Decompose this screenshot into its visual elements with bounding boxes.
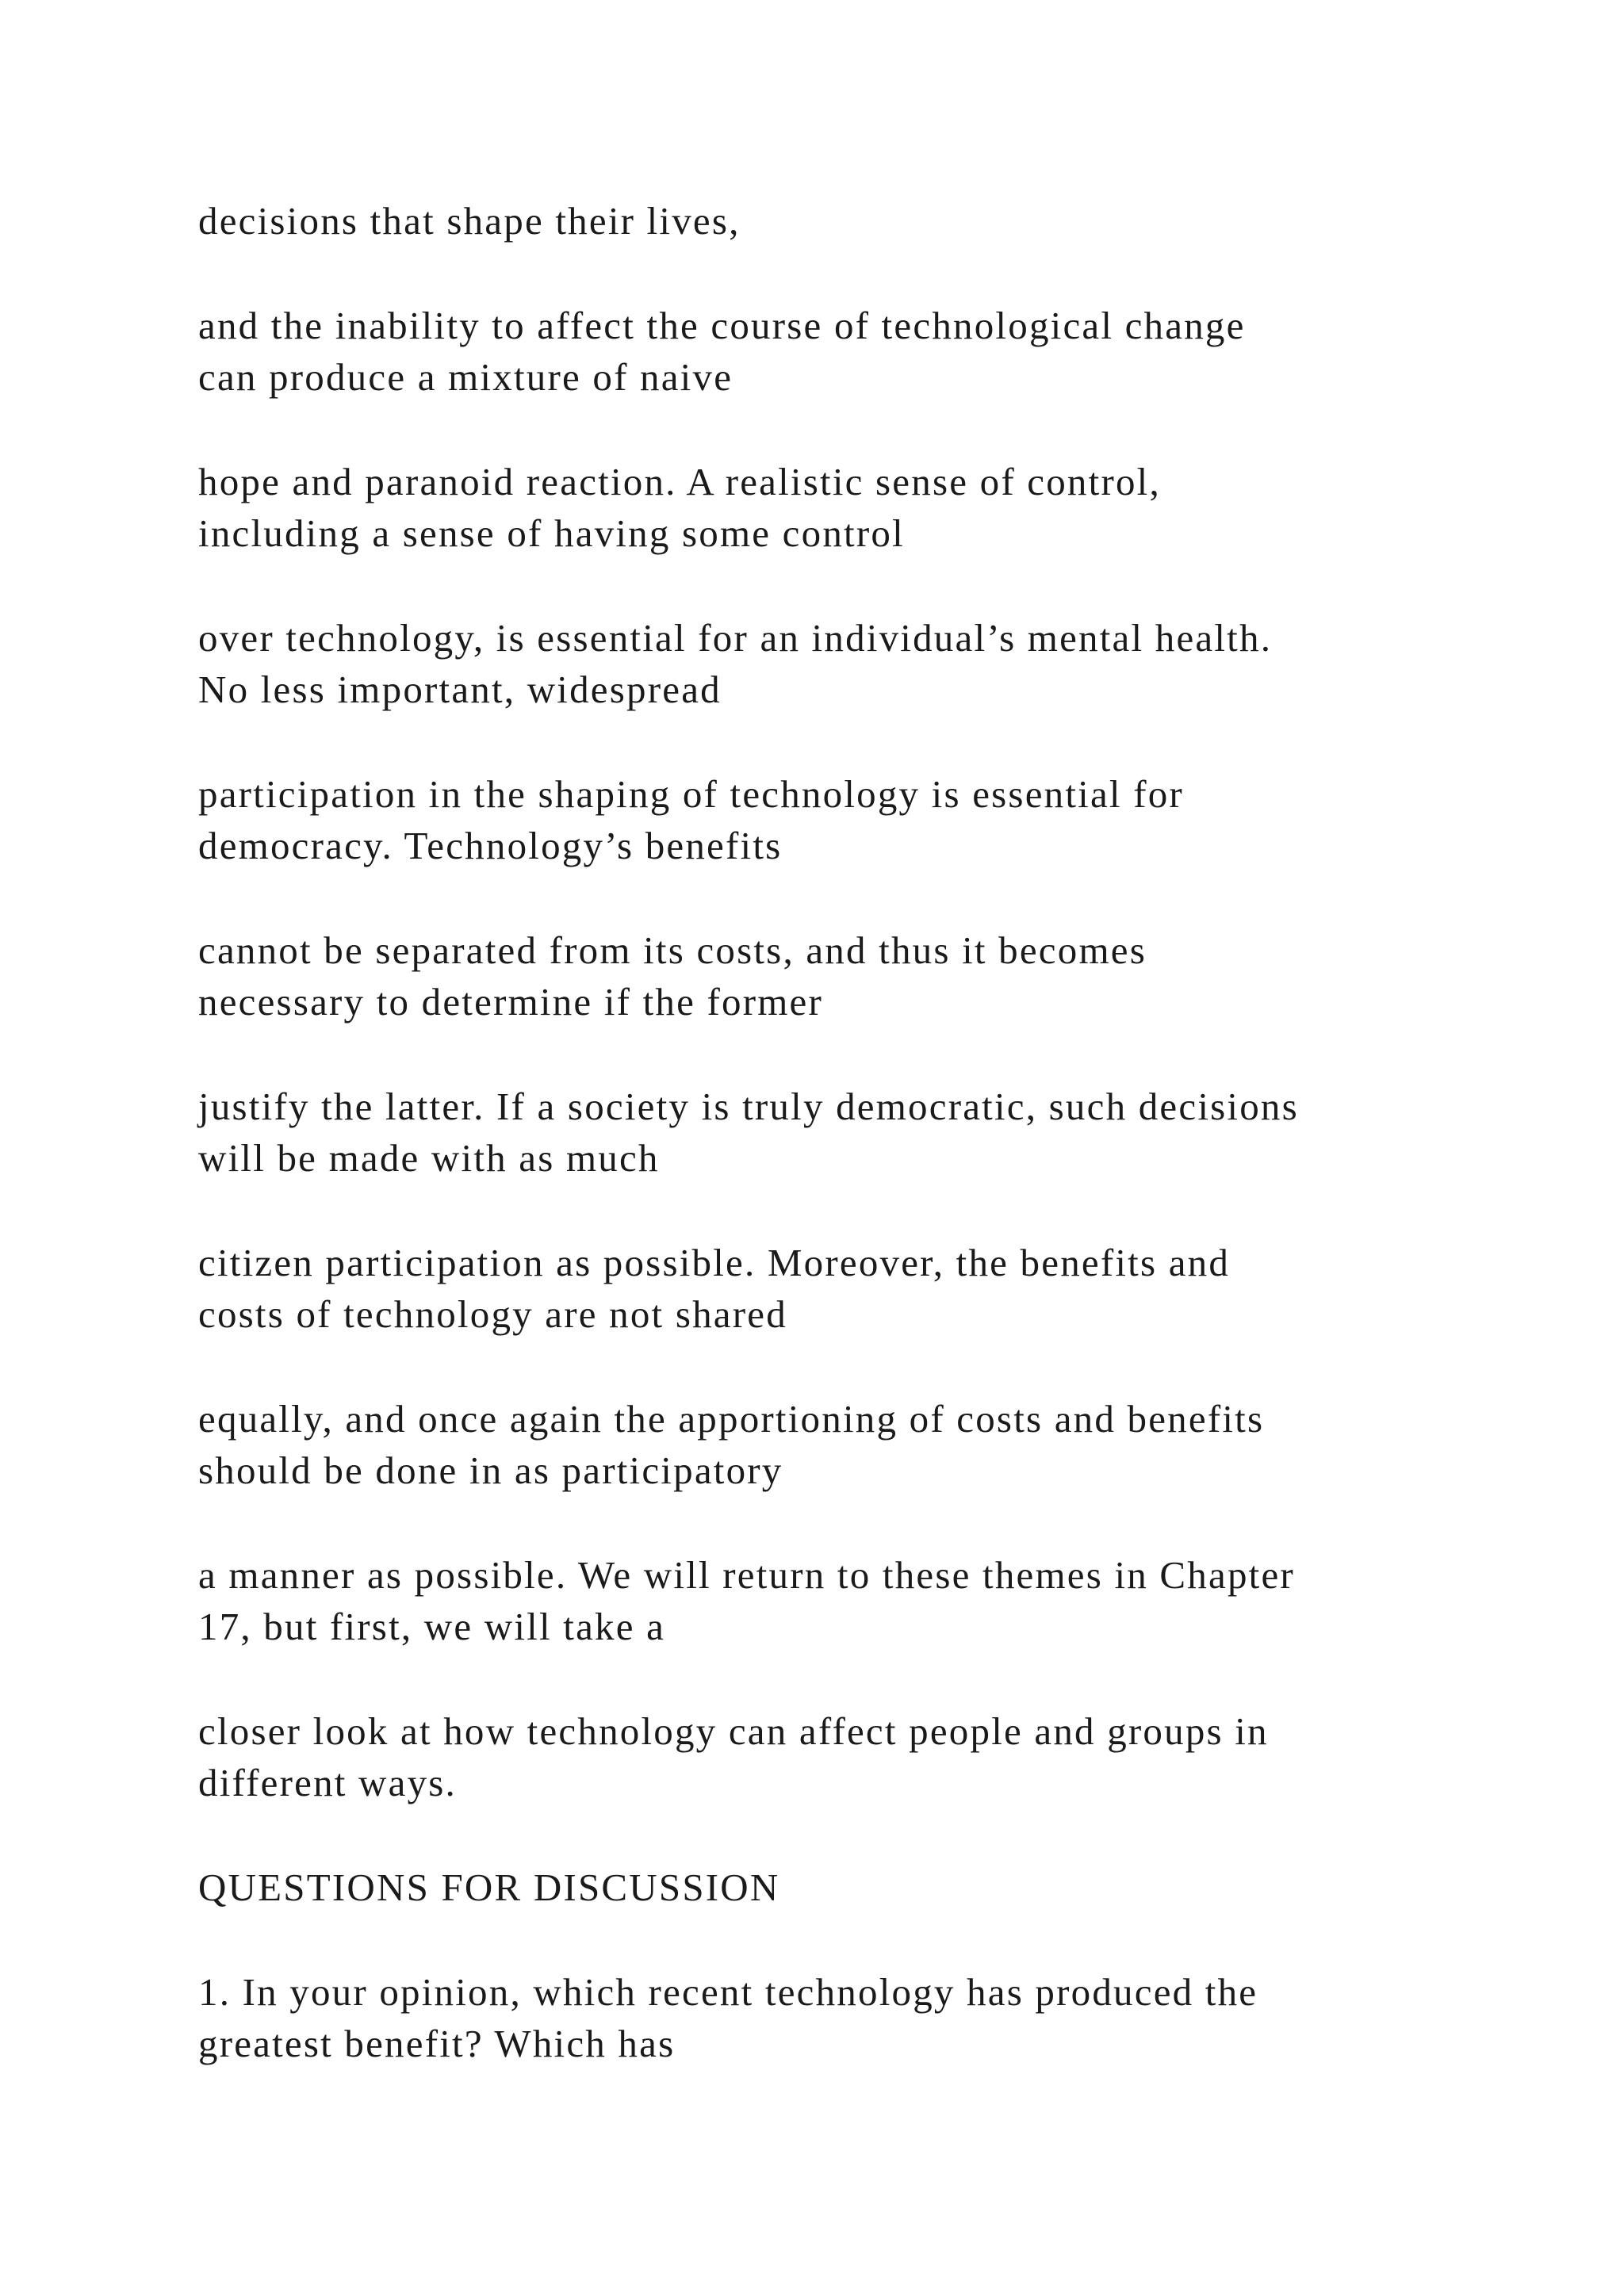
paragraph: [198, 1081, 1483, 1184]
paragraph: [198, 768, 1483, 871]
document-body: [198, 195, 1483, 2122]
paragraph: [198, 300, 1483, 403]
text-line: should be done in as participatory: [198, 1448, 783, 1492]
text-line: including a sense of having some control: [198, 511, 905, 555]
text-line: participation in the shaping of technology is essential for: [198, 772, 1184, 816]
paragraph: [198, 456, 1483, 559]
paragraph: [198, 1393, 1483, 1496]
section-heading: QUESTIONS FOR DISCUSSION: [198, 1866, 780, 1909]
text-line: necessary to determine if the former: [198, 980, 824, 1024]
text-line: cannot be separated from its costs, and thus it becomes: [198, 928, 1147, 972]
text-line: democracy. Technology’s benefits: [198, 824, 783, 867]
paragraph: [198, 1237, 1483, 1340]
text-line: justify the latter. If a society is truly democratic, such decisions: [198, 1085, 1299, 1128]
text-line: citizen participation as possible. Moreover, the benefits and: [198, 1241, 1231, 1284]
text-line: over technology, is essential for an individual’s mental health.: [198, 616, 1273, 660]
text-line: greatest benefit? Which has: [198, 2022, 676, 2065]
text-line: different ways.: [198, 1761, 457, 1804]
question-item: [198, 1966, 1483, 2069]
text-line: No less important, widespread: [198, 668, 722, 711]
text-line: can produce a mixture of naive: [198, 355, 733, 399]
text-line: a manner as possible. We will return to these themes in Chapter: [198, 1553, 1295, 1597]
text-line: costs of technology are not shared: [198, 1292, 787, 1336]
text-line: hope and paranoid reaction. A realistic sense of control,: [198, 460, 1161, 503]
paragraph: [198, 195, 1483, 247]
paragraph: [198, 612, 1483, 715]
paragraph: [198, 1705, 1483, 1808]
text-line: equally, and once again the apportioning of costs and benefits: [198, 1397, 1265, 1441]
text-line: 1. In your opinion, which recent technology has produced the: [198, 1970, 1258, 2014]
text-line: closer look at how technology can affect people and groups in: [198, 1709, 1269, 1753]
text-line: and the inability to affect the course of technological change: [198, 304, 1246, 347]
paragraph: [198, 924, 1483, 1027]
paragraph: [198, 1549, 1483, 1652]
text-line: 17, but first, we will take a: [198, 1605, 666, 1648]
text-line: will be made with as much: [198, 1136, 660, 1180]
text-line: decisions that shape their lives,: [198, 199, 741, 243]
